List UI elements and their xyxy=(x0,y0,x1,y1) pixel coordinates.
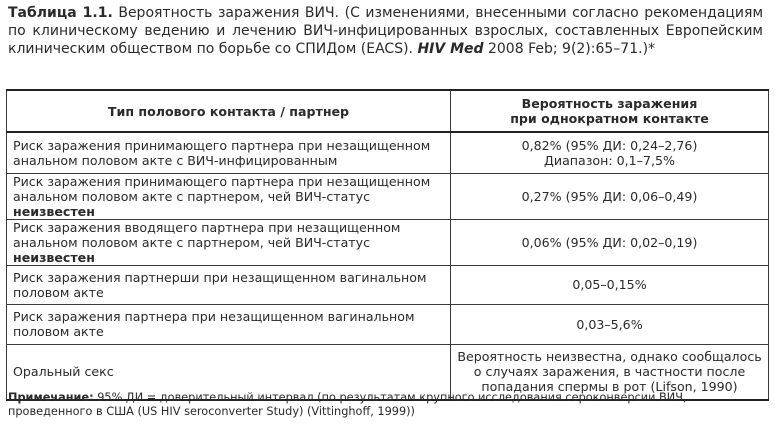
header-probability-line1: Вероятность заражения xyxy=(521,96,698,111)
row-probability xyxy=(451,219,769,265)
row-contact-text: Риск заражения принимающего партнера при незащищенном анальном половом акте с партнером, чей ВИЧ-статус xyxy=(13,173,431,204)
row-contact-type xyxy=(7,219,451,265)
row-probability xyxy=(451,265,769,304)
caption-text: Вероятность заражения ВИЧ. (С изменениями, внесенными согласно рекомендациям по клиническому ведению и лечению ВИЧ-инфицированных взрослых, составленных Европейским клиническим обществом по борьбе со СПИДом (EACS). xyxy=(8,5,764,57)
header-probability-line2: при однократном контакте xyxy=(510,111,709,126)
table-caption xyxy=(8,4,763,58)
row-probability-value: 0,03–5,6% xyxy=(576,316,643,332)
row-probability-value: 0,05–0,15% xyxy=(572,277,647,292)
row-contact-text: Риск заражения принимающего партнера при незащищенном анальном половом акте с ВИЧ-инфицированным xyxy=(13,137,431,168)
table-row xyxy=(7,265,769,304)
row-contact-text: Риск заражения вводящего партнера при незащищенном анальном половом акте с партнером, чей ВИЧ-статус xyxy=(13,219,401,250)
header-probability xyxy=(451,90,769,132)
row-contact-emphasis: неизвестен xyxy=(13,203,95,219)
row-contact-type xyxy=(7,173,451,219)
note-label: Примечание: xyxy=(8,391,94,404)
row-contact-type xyxy=(7,265,451,304)
row-contact-text: Оральный секс xyxy=(13,364,114,380)
row-contact-type xyxy=(7,132,451,173)
row-probability xyxy=(451,173,769,219)
caption-citation: 2008 Feb; 9(2):65–71.)* xyxy=(483,41,656,57)
table-row xyxy=(7,304,769,344)
table-header-row xyxy=(7,90,769,132)
table-row xyxy=(7,132,769,173)
hiv-risk-table xyxy=(6,89,769,401)
row-probability xyxy=(451,132,769,173)
header-contact-type: Тип полового контакта / партнер xyxy=(7,90,451,132)
row-contact-text: Риск заражения партнерши при незащищенном вагинальном половом акте xyxy=(13,269,427,300)
row-probability-value: 0,82% (95% ДИ: 0,24–2,76) xyxy=(521,137,698,153)
row-probability-value: 0,06% (95% ДИ: 0,02–0,19) xyxy=(521,234,698,250)
row-probability-value: 0,27% (95% ДИ: 0,06–0,49) xyxy=(521,188,698,204)
caption-journal: HIV Med xyxy=(417,41,484,57)
row-contact-emphasis: неизвестен xyxy=(13,249,95,265)
table-row xyxy=(7,173,769,219)
table-note xyxy=(8,391,768,419)
row-contact-type xyxy=(7,304,451,344)
note-text: 95% ДИ = доверительный интервал (по результатам крупного исследования сероконверсии ВИЧ, проведенного в США (US HIV seroconverter Study) (Vittinghoff, 1999)) xyxy=(8,391,687,418)
caption-label: Таблица 1.1. xyxy=(8,5,113,21)
row-contact-text: Риск заражения партнера при незащищенном вагинальном половом акте xyxy=(13,309,415,339)
row-probability xyxy=(451,304,769,344)
table-row xyxy=(7,219,769,265)
row-probability-value: Вероятность неизвестна, однако сообщалось о случаях заражения, в частности после попадания спермы в рот (Lifson, 1990) xyxy=(457,349,762,395)
row-probability-range: Диапазон: 0,1–7,5% xyxy=(544,152,675,168)
